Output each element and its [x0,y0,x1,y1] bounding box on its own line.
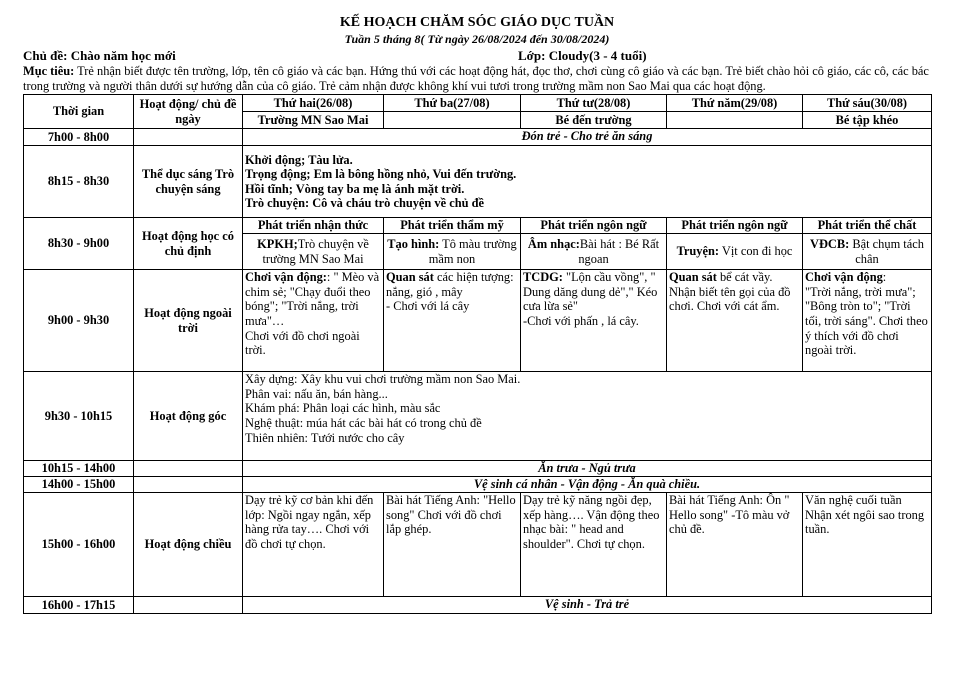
day-fri: Thứ sáu(30/08) [803,95,932,112]
row-afternoon [24,493,932,597]
class-info: Lớp: Cloudy(3 - 4 tuổi) [518,48,647,63]
activity-cell: Hoạt động ngoài trời [134,270,243,372]
category-cell: Phát triển thẩm mỹ [384,218,521,234]
plan-page [23,6,931,658]
span-cell: Vệ sinh - Trả trẻ [243,597,932,614]
row-lesson-cats [24,218,932,234]
topic-value: Chào năm học mới [67,48,176,63]
col-activity: Hoạt động/ chủ đề ngày [134,95,243,129]
span-cell: Đón trẻ - Cho trẻ ăn sáng [243,129,932,146]
row-lunch [24,461,932,477]
afternoon-cell: Bài hát Tiếng Anh: "Hello song" Chơi với đồ chơi lắp ghép. [384,493,521,597]
row-arrival [24,129,932,146]
category-cell: Phát triển nhận thức [243,218,384,234]
time-cell: 10h15 - 14h00 [24,461,134,477]
category-cell: Phát triển ngôn ngữ [521,218,667,234]
day-topic: Bé đến trường [521,112,667,129]
time-cell: 7h00 - 8h00 [24,129,134,146]
header-row [24,95,932,112]
outdoor-cell: TCDG: "Lộn cầu vồng", " Dung dăng dung dẻ"," Kéo cưa lừa sẻ" -Chơi với phấn , lá cây. [521,270,667,372]
activity-cell: Thể dục sáng Trò chuyện sáng [134,146,243,218]
col-time: Thời gian [24,95,134,129]
lesson-cell: Truyện: Vịt con đi học [667,234,803,270]
span-cell: Ăn trưa - Ngủ trưa [243,461,932,477]
time-cell: 16h00 - 17h15 [24,597,134,614]
time-cell: 8h15 - 8h30 [24,146,134,218]
time-cell: 9h30 - 10h15 [24,372,134,461]
day-wed: Thứ tư(28/08) [521,95,667,112]
row-afternoon-hygiene [24,477,932,493]
day-topic: Bé tập khéo [803,112,932,129]
afternoon-cell: Dạy trẻ kỹ cơ bản khi đến lớp: Ngồi ngay ngắn, xếp hàng rửa tay…. Chơi với đồ chơi tự chọn. [243,493,384,597]
time-cell: 8h30 - 9h00 [24,218,134,270]
row-pickup [24,597,932,614]
span-cell: Vệ sinh cá nhân - Vận động - Ăn quà chiều. [243,477,932,493]
afternoon-cell: Dạy trẻ kỹ năng ngồi đẹp, xếp hàng…. Vận động theo nhạc bài: " head and shoulder". Chơi tự chọn. [521,493,667,597]
row-morning-exercise [24,146,932,218]
lesson-cell: KPKH;Trò chuyện về trường MN Sao Mai [243,234,384,270]
lesson-cell: VĐCB: Bật chụm tách chân [803,234,932,270]
time-cell: 9h00 - 9h30 [24,270,134,372]
corner-cell: Xây dựng: Xây khu vui chơi trường mầm non Sao Mai. Phân vai: nấu ăn, bán hàng... Khám phá: Phân loại các hình, màu sắc Nghệ thuật: múa hát các bài hát có trong chủ đề Thiên nhiên: Tưới nước cho cây [243,372,932,461]
meta-row [23,48,931,64]
schedule-table [23,94,932,614]
afternoon-cell: Văn nghệ cuối tuần Nhận xét ngôi sao trong tuần. [803,493,932,597]
row-outdoor [24,270,932,372]
category-cell: Phát triển thể chất [803,218,932,234]
class-value: Cloudy(3 - 4 tuổi) [545,48,647,63]
outdoor-cell: Chơi vận động:: " Mèo và chim sẻ; "Chạy đuổi theo bóng"; "Trời nắng, trời mưa"… Chơi với đồ chơi ngoài trời. [243,270,384,372]
time-cell: 14h00 - 15h00 [24,477,134,493]
page-subtitle: Tuần 5 tháng 8( Từ ngày 26/08/2024 đến 30/08/2024) [344,32,610,46]
activity-cell: Hoạt động học có chủ định [134,218,243,270]
outdoor-cell: Quan sát các hiện tượng: nắng, gió , mây - Chơi với lá cây [384,270,521,372]
day-topic: Trường MN Sao Mai [243,112,384,129]
topic: Chủ đề: Chào năm học mới [23,48,176,63]
activity-cell: Hoạt động chiều [134,493,243,597]
time-cell: 15h00 - 16h00 [24,493,134,597]
day-topic [667,112,803,129]
exercise-cell: Khởi động; Tàu lửa. Trọng động; Em là bông hồng nhỏ, Vui đến trường. Hồi tĩnh; Vòng tay ba mẹ là ánh mặt trời. Trò chuyện: Cô và cháu trò chuyện về chủ đề [243,146,932,218]
page-title: KẾ HOẠCH CHĂM SÓC GIÁO DỤC TUẦN [339,15,615,30]
category-cell: Phát triển ngôn ngữ [667,218,803,234]
outdoor-cell: Chơi vận động: "Trời nắng, trời mưa"; "Bông tròn to"; "Trời tối, trời sáng". Chơi theo ý thích với đồ chơi ngoài trời. [803,270,932,372]
lesson-cell: Tạo hình: Tô màu trường mầm non [384,234,521,270]
lesson-cell: Âm nhạc:Bài hát : Bé Rất ngoan [521,234,667,270]
afternoon-cell: Bài hát Tiếng Anh: Ôn " Hello song" -Tô màu vở chủ đề. [667,493,803,597]
day-mon: Thứ hai(26/08) [243,95,384,112]
day-thu: Thứ năm(29/08) [667,95,803,112]
row-corner [24,372,932,461]
day-tue: Thứ ba(27/08) [384,95,521,112]
goal-text: Trẻ nhận biết được tên trường, lớp, tên cô giáo và các bạn. Hứng thú với các hoạt động hát, đọc thơ, chơi cùng cô giáo và các bạn. Trẻ biết chào hỏi cô giáo, các cô, các bác trong trường và người thân dưới sự hướng dẫn của cô giáo. Trẻ cảm nhận được không khí vui tươi trong trường mầm non Sao Mai qua các hoạt động. [23,64,929,93]
day-topic [384,112,521,129]
activity-cell: Hoạt động góc [134,372,243,461]
goal: Mục tiêu: Trẻ nhận biết được tên trường, lớp, tên cô giáo và các bạn. Hứng thú với các hoạt động hát, đọc thơ, chơi cùng cô giáo và các bạn. Trẻ biết chào hỏi cô giáo, các cô, các bác trong trường và người thân dưới sự hướng dẫn của cô giáo. Trẻ cảm nhận được không khí vui tươi trong trường mầm non Sao Mai qua các hoạt động. [23,64,929,93]
outdoor-cell: Quan sát bể cát vầy. Nhận biết tên gọi của đồ chơi. Chơi với cát ẩm. [667,270,803,372]
